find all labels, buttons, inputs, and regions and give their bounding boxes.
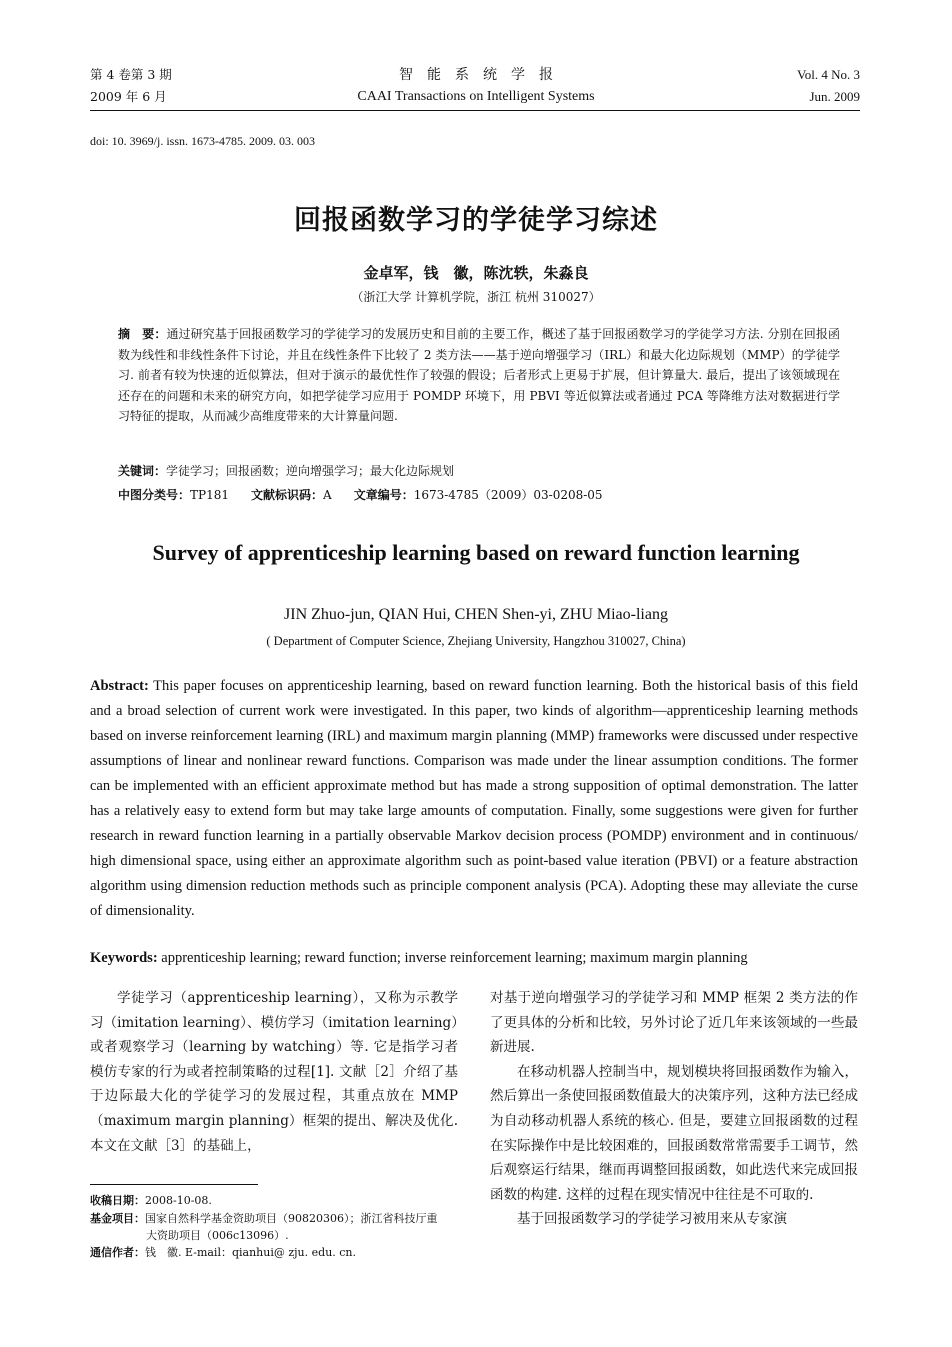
header-rule (90, 110, 860, 111)
body-column-left (90, 986, 458, 1166)
abstract-cn (118, 324, 840, 427)
clc-label: 中图分类号： (118, 488, 191, 502)
authors-en: JIN Zhuo-jun, QIAN Hui, CHEN Shen-yi, ZHU Miao-liang (284, 606, 668, 623)
clc-value: TP181 (190, 488, 229, 502)
body-right-paragraph-3: 基于回报函数学习的学徒学习被用来从专家演 (517, 1211, 787, 1228)
doc-code-value: A (323, 488, 332, 502)
received-label: 收稿日期： (90, 1194, 145, 1207)
keywords-en (90, 946, 858, 971)
received-value: 2008-10-08. (145, 1194, 212, 1207)
volume-date: Jun. 2009 (809, 89, 860, 104)
issue-number: 第 4 卷第 3 期 (90, 67, 172, 82)
body-left-paragraph: 学徒学习（apprenticeship learning），又称为示教学习（imitation learning）、模仿学习（imitation learning）或者观察学习（learning by watching）等. 它是指学习者模仿专家的行为或者控制策略的过程[1]. 文献［2］介绍了基于边际最大化的学徒学习的发展过程，其重点放在 MMP（maximum margin planning）框架的提出、解决及优化. 本文在文献［3］的基础上， (90, 990, 458, 1154)
article-number-label: 文章编号： (353, 488, 414, 502)
volume-number: Vol. 4 No. 3 (797, 67, 860, 82)
keywords-en-text: apprenticeship learning; reward function; inverse reinforcement learning; maximum margin planning (161, 950, 748, 966)
footnote-corresponding (90, 1244, 466, 1261)
body-right-paragraph-1: 对基于逆向增强学习的学徒学习和 MMP 框架 2 类方法的作了更具体的分析和比较，另外讨论了近几年来该领域的一些最新进展. (490, 990, 858, 1056)
footnote-rule (90, 1184, 258, 1185)
corresponding-value: 钱 徽. E-mail：qianhui@ zju. edu. cn. (145, 1246, 357, 1259)
authors-cn: 金卓军，钱 徽，陈沈轶，朱淼良 (363, 264, 589, 282)
footnote-fund (90, 1210, 466, 1244)
header-right (797, 64, 860, 108)
classification-cn (118, 486, 840, 503)
issue-date: 2009 年 6 月 (90, 89, 167, 104)
abstract-cn-label: 摘 要： (118, 327, 167, 341)
keywords-cn (118, 462, 840, 479)
keywords-cn-text: 学徒学习；回报函数；逆向增强学习；最大化边际规划 (166, 464, 455, 478)
footnote-received (90, 1192, 466, 1209)
corresponding-label: 通信作者： (90, 1246, 145, 1259)
affiliation-cn: （浙江大学 计算机学院，浙江 杭州 310027） (351, 290, 601, 304)
affiliation-en: ( Department of Computer Science, Zhejiang University, Hangzhou 310027, China) (266, 634, 686, 648)
abstract-en-label: Abstract: (90, 678, 149, 694)
title-cn: 回报函数学习的学徒学习综述 (294, 205, 658, 236)
keywords-en-label: Keywords: (90, 950, 158, 966)
abstract-cn-text: 通过研究基于回报函数学习的学徒学习的发展历史和目前的主要工作，概述了基于回报函数学习的学徒学习方法. 分别在回报函数为线性和非线性条件下讨论，并且在线性条件下比较了 2 类方法——基于逆向增强学习（IRL）和最大化边际规划（MMP）的学徒学习. 前者有较为快速的近似算法，但对于演示的最优性作了较强的假设；后者形式上更易于扩展，但计算量大. 最后，提出了该领域现在还存在的问题和未来的研究方向，如把学徒学习应用于 POMDP 环境下，用 PBVI 等近似算法或者通过 PCA 等降维方法对数据进行学习特征的提取，从而减少高维度带来的大计算量问题. (118, 327, 840, 423)
fund-label: 基金项目： (90, 1212, 145, 1225)
doi: doi: 10. 3969/j. issn. 1673-4785. 2009. 03. 003 (90, 134, 316, 148)
body-right-paragraph-2: 在移动机器人控制当中，规划模块将回报函数作为输入，然后算出一条使回报函数值最大的决策序列，这种方法已经成为自动移动机器人系统的核心. 但是，要建立回报函数的过程在实际操作中是比较困难的，回报函数常常需要手工调节，然后观察运行结果，继而再调整回报函数，如此迭代来完成回报函数的构建. 这样的过程在现实情况中往往是不可取的. (490, 1063, 858, 1203)
keywords-cn-label: 关键词： (118, 464, 167, 478)
title-en: Survey of apprenticeship learning based on reward function learning (152, 540, 800, 565)
abstract-en (90, 674, 858, 924)
doc-code-label: 文献标识码： (251, 488, 324, 502)
abstract-en-text: This paper focuses on apprenticeship learning, based on reward function learning. Both the historical basis of this field and a broad selection of current work were investigated. In this paper, two kinds of algorithm—apprenticeship learning methods based on inverse reinforcement learning (IRL) and maximum margin planning (MMP) frameworks were discussed under respective assumptions of linear and nonlinear reward functions. Comparison was made under the linear assumption conditions. The former can be implemented with an efficient approximate method but has made a strong supposition of optimal demonstration. The latter has a relatively easy to extend form but may take large amounts of computation. Finally, some suggestions were given for further research in reward function learning in a partially observable Markov decision process (POMDP) environment and in continuous/ high dimensional space, using either an approximate algorithm such as point-based value iteration (PBVI) or a feature abstraction algorithm using dimension reduction methods such as principle component analysis (PCA). Adopting these may alleviate the curse of dimensionality. (90, 678, 858, 919)
article-number-value: 1673-4785（2009）03-0208-05 (413, 488, 603, 502)
journal-name-cn: 智能系统学报 (399, 67, 567, 83)
fund-value-2: 大资助项目（006c13096）. (146, 1229, 289, 1242)
journal-name-en: CAAI Transactions on Intelligent Systems (357, 89, 595, 104)
fund-value-1: 国家自然科学基金资助项目（90820306）；浙江省科技厅重 (145, 1212, 438, 1225)
body-column-right (490, 986, 858, 1232)
